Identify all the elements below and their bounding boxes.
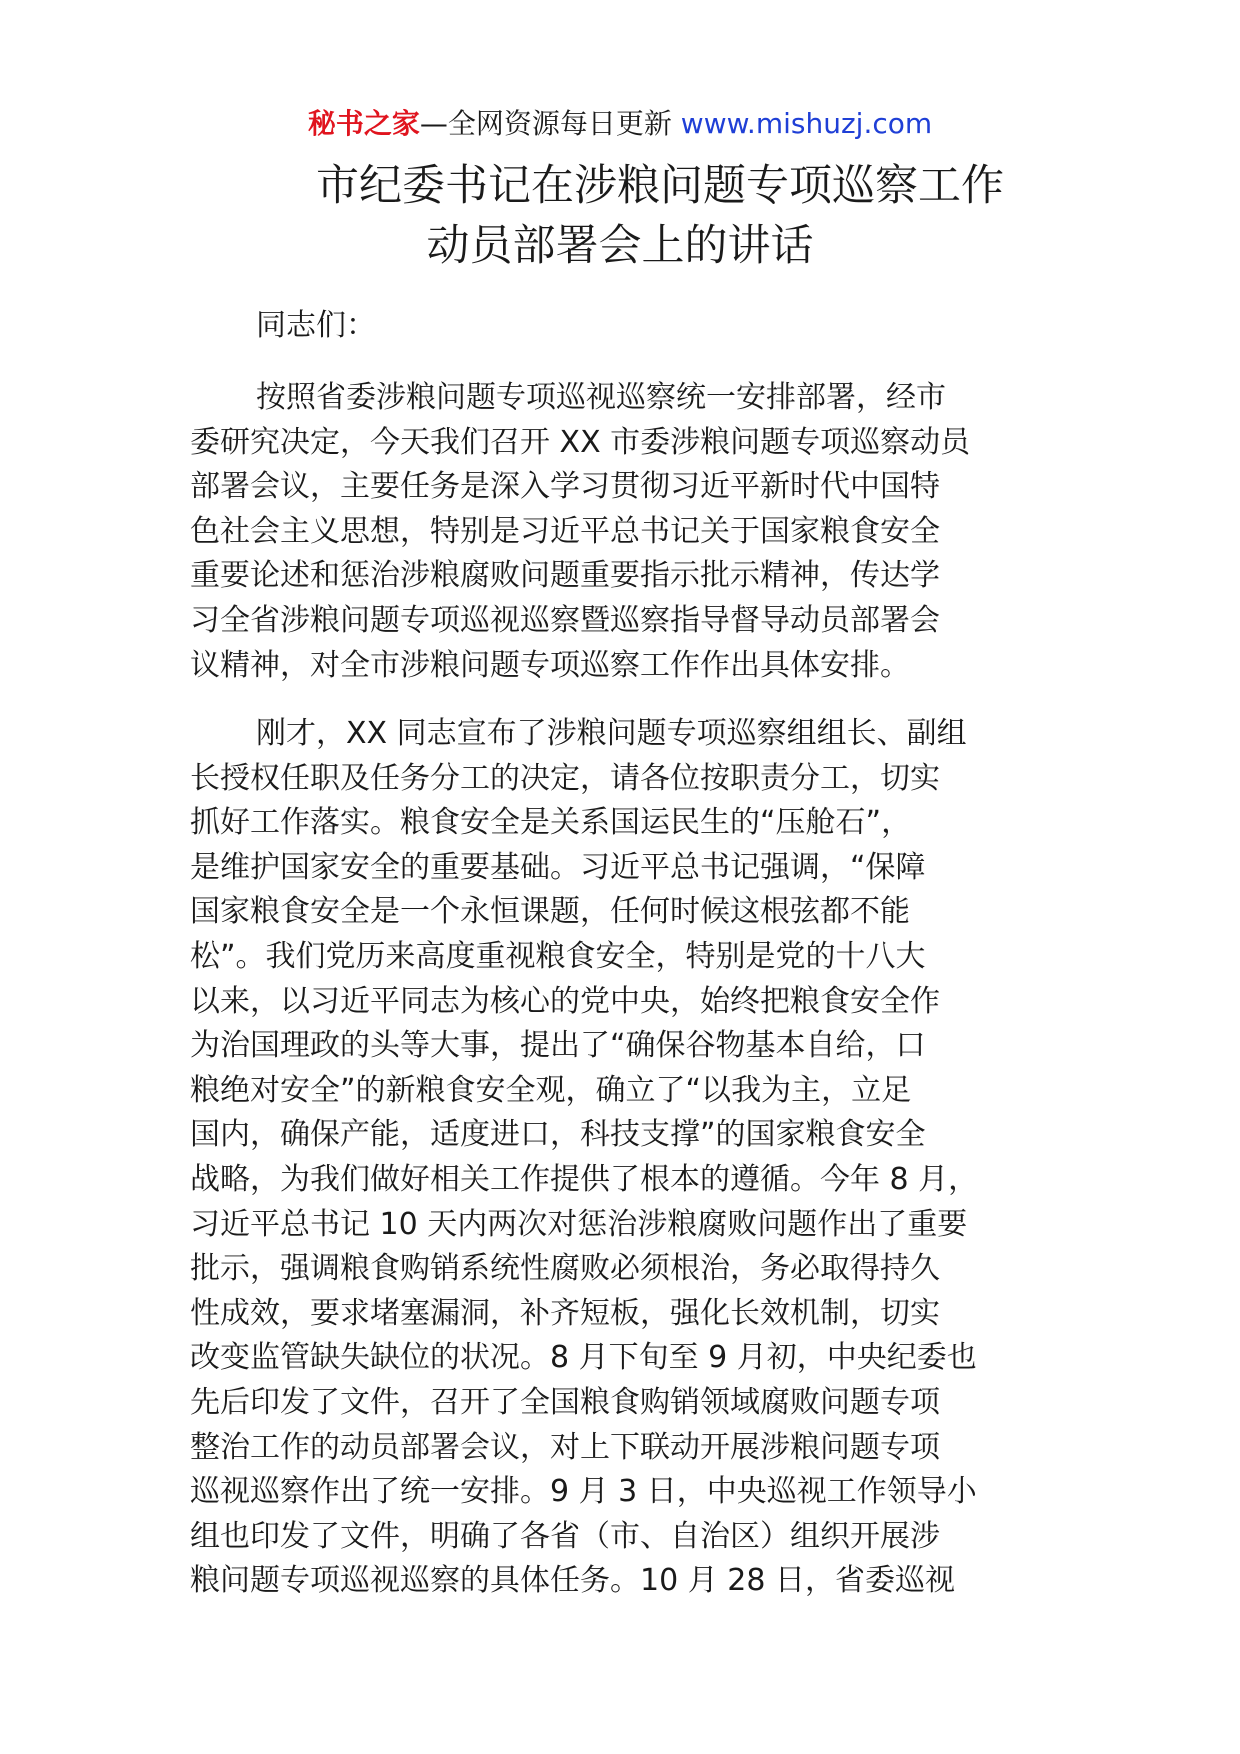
- paragraph-line: 战略，为我们做好相关工作提供了根本的遵循。今年 8 月，: [190, 1161, 979, 1197]
- paragraph-line: 重要论述和惩治涉粮腐败问题重要指示批示精神，传达学: [190, 558, 940, 594]
- paragraph-line: 习全省涉粮问题专项巡视巡察暨巡察指导督导动员部署会: [190, 602, 940, 638]
- paragraph-line: 按照省委涉粮问题专项巡视巡察统一安排部署，经市: [256, 380, 946, 415]
- paragraph-line: 国家粮食安全是一个永恒课题，任何时候这根弦都不能: [190, 894, 910, 930]
- paragraph-line: 先后印发了文件，召开了全国粮食购销领域腐败问题专项: [190, 1384, 940, 1420]
- paragraph-line: 松”。我们党历来高度重视粮食安全，特别是党的十八大: [190, 938, 926, 974]
- paragraph-line: 抓好工作落实。粮食安全是关系国运民生的“压舱石”，: [190, 805, 912, 841]
- document-title-line-2: 动员部署会上的讲话: [426, 221, 814, 271]
- site-header: [0, 104, 1240, 144]
- paragraph-1: [190, 376, 1060, 688]
- paragraph-line: 长授权任职及任务分工的决定，请各位按职责分工，切实: [190, 760, 940, 796]
- paragraph-line: 粮问题专项巡视巡察的具体任务。10 月 28 日，省委巡视: [190, 1563, 955, 1599]
- paragraph-line: 整治工作的动员部署会议，对上下联动开展涉粮问题专项: [190, 1429, 940, 1465]
- paragraph-line: 组也印发了文件，明确了各省（市、自治区）组织开展涉: [190, 1518, 940, 1554]
- site-url-link[interactable]: www.mishuzj.com: [680, 107, 933, 140]
- paragraph-line: 巡视巡察作出了统一安排。9 月 3 日，中央巡视工作领导小: [190, 1474, 977, 1510]
- paragraph-line: 改变监管缺失缺位的状况。8 月下旬至 9 月初，中央纪委也: [190, 1340, 977, 1376]
- paragraph-2: [190, 712, 1060, 1604]
- paragraph-line: 是维护国家安全的重要基础。习近平总书记强调，“保障: [190, 849, 926, 885]
- brand-name: 秘书之家: [307, 107, 420, 140]
- paragraph-line: 刚才，XX 同志宣布了涉粮问题专项巡察组组长、副组: [256, 716, 967, 751]
- paragraph-line: 国内，确保产能，适度进口，科技支撑”的国家粮食安全: [190, 1117, 926, 1153]
- paragraph-line: 习近平总书记 10 天内两次对惩治涉粮腐败问题作出了重要: [190, 1206, 968, 1242]
- paragraph-line: 色社会主义思想，特别是习近平总书记关于国家粮食安全: [190, 513, 940, 549]
- paragraph-line: 性成效，要求堵塞漏洞，补齐短板，强化长效机制，切实: [190, 1295, 940, 1331]
- paragraph-line: 议精神，对全市涉粮问题专项巡察工作作出具体安排。: [190, 647, 910, 683]
- header-tagline: —全网资源每日更新: [419, 107, 672, 140]
- paragraph-line: 为治国理政的头等大事，提出了“确保谷物基本自给，口: [190, 1028, 926, 1064]
- paragraph-line: 批示，强调粮食购销系统性腐败必须根治，务必取得持久: [190, 1251, 940, 1287]
- paragraph-line: 委研究决定，今天我们召开 XX 市委涉粮问题专项巡察动员: [190, 424, 971, 460]
- paragraph-line: 部署会议，主要任务是深入学习贯彻习近平新时代中国特: [190, 469, 940, 505]
- paragraph-line: 以来，以习近平同志为核心的党中央，始终把粮食安全作: [190, 983, 940, 1019]
- salutation: 同志们：: [256, 308, 376, 343]
- paragraph-line: 粮绝对安全”的新粮食安全观，确立了“以我为主，立足: [190, 1072, 912, 1108]
- document-title-line-1: 市纪委书记在涉粮问题专项巡察工作: [316, 161, 1004, 211]
